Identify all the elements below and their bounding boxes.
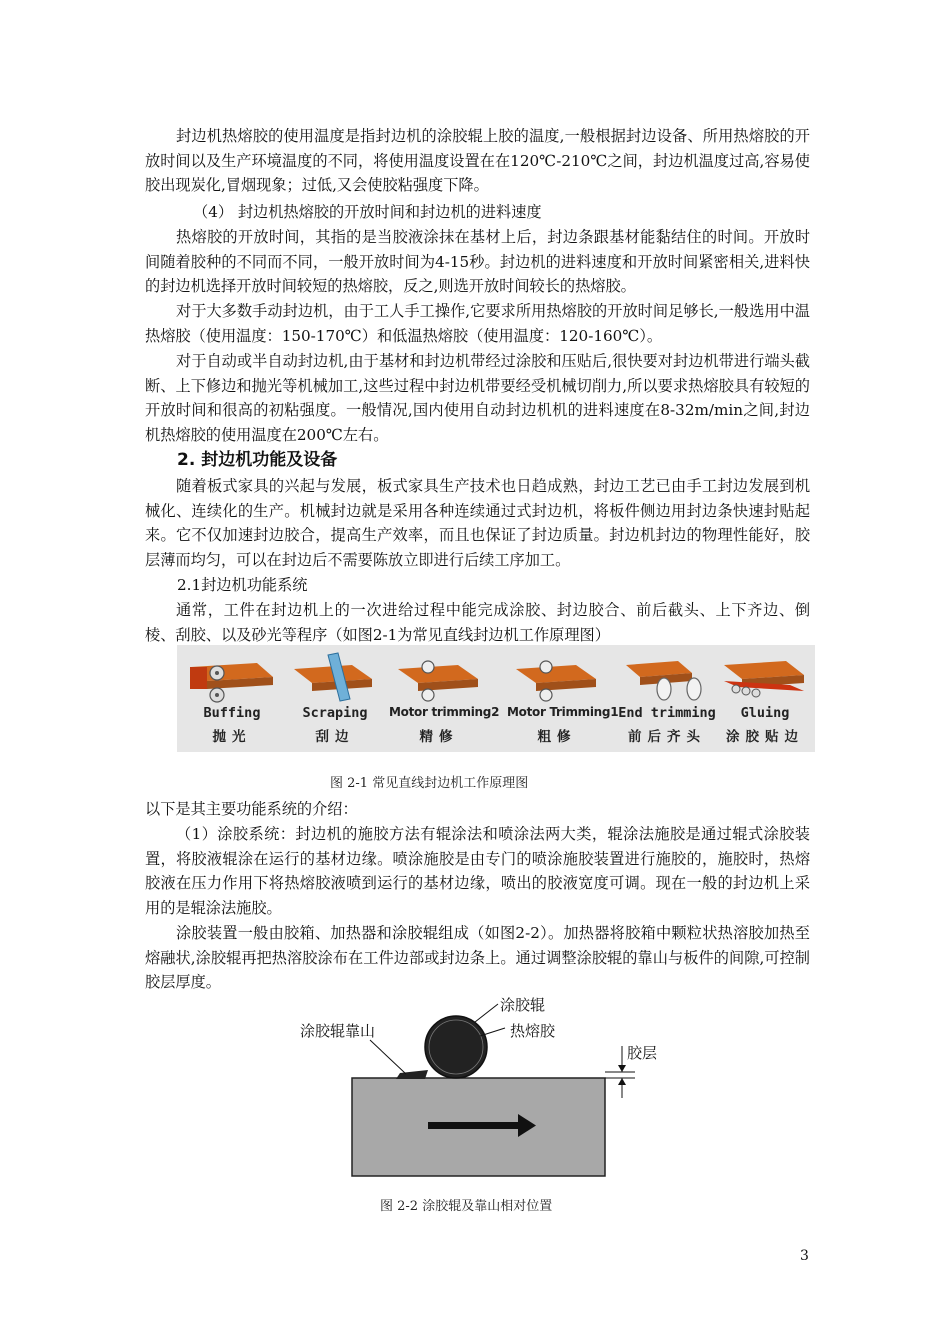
station-end-trimming bbox=[617, 645, 717, 752]
label-glue-roller: 涂胶辊 bbox=[500, 996, 546, 1014]
paragraph-gluing-system: （1）涂胶系统：封边机的施胶方法有辊涂法和喷涂法两大类，辊涂法施胶是通过辊式涂胶装置，将胶液辊涂在运行的基材边缘。喷涂施胶是由专门的喷涂施胶装置进行施胶的，施胶时，热熔胶液在压力作用下将热熔胶液喷到运行的基材边缘，喷出的胶液宽度可调。现在一般的封边机上采用的是辊涂法施胶。 bbox=[145, 825, 810, 917]
paragraph-manual-machine: 对于大多数手动封边机，由于工人手工操作,它要求所用热熔胶的开放时间足够长,一般选用中温热熔胶（使用温度：150-170℃）和低温热熔胶（使用温度：120-160℃）。 bbox=[145, 302, 810, 345]
figure-2-2-diagram bbox=[290, 990, 658, 1180]
station-label-zh: 涂胶贴边 bbox=[726, 729, 804, 745]
buffing-illustration-icon bbox=[187, 651, 277, 703]
paragraph-process-steps: 通常，工件在封边机上的一次进给过程中能完成涂胶、封边胶合、前后截头、上下齐边、倒棱、刮胶、以及砂光等程序（如图2-1为常见直线封边机工作原理图） bbox=[145, 601, 810, 644]
station-label-en: Buffing bbox=[203, 705, 261, 721]
figure-2-1-caption: 图 2-1 常见直线封边机工作原理图 bbox=[330, 776, 529, 791]
paragraph-glue-temperature: 封边机热熔胶的使用温度是指封边机的涂胶辊上胶的温度,一般根据封边设备、所用热熔胶的开放时间以及生产环境温度的不同，将使用温度设置在在120℃-210℃之间，封边机温度过高,容易使胶出现炭化,冒烟现象；过低,又会使胶粘强度下降。 bbox=[145, 127, 810, 194]
station-label-en: End trimming bbox=[618, 705, 716, 721]
station-label-zh: 粗修 bbox=[537, 729, 577, 745]
station-scraping bbox=[285, 645, 385, 752]
figure-2-1-image bbox=[177, 645, 815, 752]
station-label-zh: 刮边 bbox=[315, 729, 355, 745]
station-buffing bbox=[182, 645, 282, 752]
gluing-illustration-icon bbox=[720, 651, 810, 703]
station-motor-trimming-1 bbox=[507, 645, 619, 752]
label-glue-layer: 胶层 bbox=[627, 1044, 658, 1062]
trimming-illustration-icon bbox=[512, 651, 602, 703]
end-trimming-illustration-icon bbox=[622, 651, 712, 703]
station-label-en: Motor trimming2 bbox=[389, 705, 500, 719]
paragraph-gluing-device: 涂胶装置一般由胶箱、加热器和涂胶辊组成（如图2-2）。加热器将胶箱中颗粒状热溶胶加热至熔融状,涂胶辊再把热溶胶涂布在工件边部或封边条上。通过调整涂胶辊的靠山与板件的间隙,可控制胶层厚度。 bbox=[145, 924, 810, 991]
station-gluing bbox=[715, 645, 815, 752]
figure-2-2-caption: 图 2-2 涂胶辊及靠山相对位置 bbox=[380, 1199, 553, 1214]
station-motor-trimming-2 bbox=[389, 645, 500, 752]
section-heading-2: 2. 封边机功能及设备 bbox=[177, 450, 338, 470]
station-label-zh: 前后齐头 bbox=[628, 729, 706, 745]
paragraph-automatic-machine: 对于自动或半自动封边机,由于基材和封边机带经过涂胶和压贴后,很快要对封边机带进行端头截断、上下修边和抛光等机械加工,这些过程中封边机带要经受机械切削力,所以要求热熔胶具有较短的开放时间和很高的初粘强度。一般情况,国内使用自动封边机机的进料速度在8-32m/min之间,封边机热熔胶的使用温度在200℃左右。 bbox=[145, 352, 810, 444]
trimming-illustration-icon bbox=[394, 651, 484, 703]
page-number: 3 bbox=[800, 1248, 809, 1264]
glue-roller-diagram bbox=[290, 990, 650, 1180]
subheading-open-time: （4） 封边机热熔胶的开放时间和封边机的进料速度 bbox=[193, 203, 542, 221]
station-label-en: Scraping bbox=[302, 705, 368, 721]
label-roller-fence: 涂胶辊靠山 bbox=[300, 1022, 376, 1040]
station-label-en: Motor Trimming1 bbox=[507, 705, 619, 719]
scraping-illustration-icon bbox=[290, 651, 380, 703]
label-hot-melt-glue: 热熔胶 bbox=[510, 1022, 556, 1040]
subheading-2-1: 2.1封边机功能系统 bbox=[177, 576, 308, 594]
paragraph-systems-intro: 以下是其主要功能系统的介绍： bbox=[145, 800, 358, 818]
station-label-en: Gluing bbox=[740, 705, 790, 721]
station-label-zh: 抛光 bbox=[212, 729, 252, 745]
paragraph-edge-banding-intro: 随着板式家具的兴起与发展，板式家具生产技术也日趋成熟，封边工艺已由手工封边发展到机械化、连续化的生产。机械封边就是采用各种连续通过式封边机，将板件侧边用封边条快速封贴起来。它不仅加速封边胶合，提高生产效率，而且也保证了封边质量。封边机封边的物理性能好，胶层薄而均匀，可以在封边后不需要陈放立即进行后续工序加工。 bbox=[145, 477, 810, 569]
station-label-zh: 精修 bbox=[419, 729, 459, 745]
paragraph-open-time: 热熔胶的开放时间，其指的是当胶液涂抹在基材上后，封边条跟基材能黏结住的时间。开放时间随着胶种的不同而不同，一般开放时间为4-15秒。封边机的进料速度和开放时间紧密相关,进料快的封边机选择开放时间较短的热熔胶，反之,则选开放时间较长的热熔胶。 bbox=[145, 228, 810, 295]
